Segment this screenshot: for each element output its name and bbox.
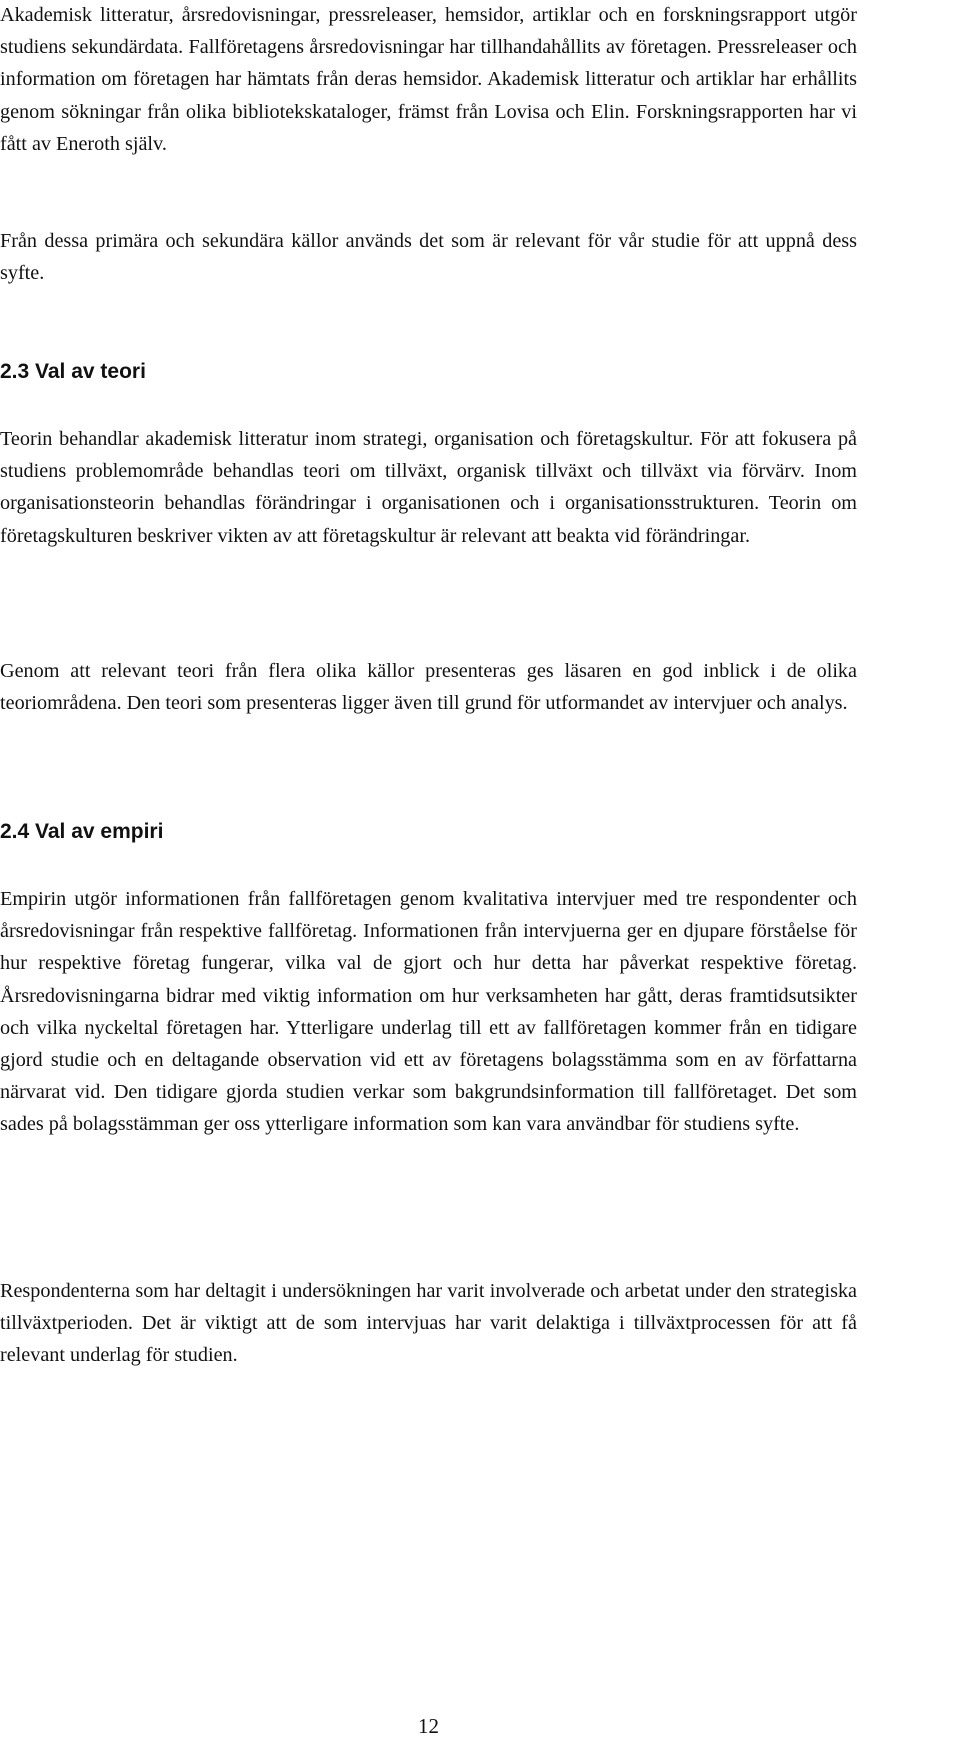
paragraph-sources-usage: Från dessa primära och sekundära källor används det som är relevant för vår studie för att uppnå dess syfte. (0, 230, 857, 285)
paragraph-empirics: Empirin utgör informationen från fallföretagen genom kvalitativa intervjuer med tre respondenter och årsredovisningar från respektive fallföretag. Informationen från intervjuerna ger en djupare förståelse för hur respektive företag fungerar, vilka val de gjort och hur detta har påverkat respektive företag. Årsredovisningarna bidrar med viktig information om hur verksamheten har gått, deras framtidsutsikter och vilka nyckeltal företagen har. Ytterligare underlag till ett av fallföretagen kommer från en tidigare gjord studie och en deltagande observation vid ett av företagens bolagsstämma som en av författarna närvarat vid. Den tidigare gjorda studien verkar som bakgrundsinformation till fallföretaget. Det som sades på bolagsstämman ger oss ytterligare information som kan vara användbar för studiens syfte. (0, 888, 857, 1136)
paragraph-theory-purpose: Genom att relevant teori från flera olika källor presenteras ges läsaren en god inblick i de olika teoriområdena. Den teori som presenteras ligger även till grund för utformandet av intervjuer och analys. (0, 660, 857, 715)
paragraph-respondents: Respondenterna som har deltagit i undersökningen har varit involverade och arbetat under den strategiska tillväxtperioden. Det är viktigt att de som intervjuas har varit delaktiga i tillväxtprocessen för att få relevant underlag för studien. (0, 1280, 857, 1367)
section-heading-2-4: 2.4 Val av empiri (0, 820, 164, 843)
paragraph-secondary-data: Akademisk litteratur, årsredovisningar, pressreleaser, hemsidor, artiklar och en forskningsrapport utgör studiens sekundärdata. Fallföretagens årsredovisningar har tillhandahållits av företagen. Pressreleaser och information om företagen har hämtats från deras hemsidor. Akademisk litteratur och artiklar har erhållits genom sökningar från olika bibliotekskataloger, främst från Lovisa och Elin. Forskningsrapporten har vi fått av Eneroth själv. (0, 4, 857, 155)
page-number: 12 (418, 1714, 439, 1738)
section-heading-2-3: 2.3 Val av teori (0, 360, 146, 383)
paragraph-theory: Teorin behandlar akademisk litteratur inom strategi, organisation och företagskultur. För att fokusera på studiens problemområde behandlas teori om tillväxt, organisk tillväxt och tillväxt via förvärv. Inom organisationsteorin behandlas förändringar i organisationen och i organisationsstrukturen. Teorin om företagskulturen beskriver vikten av att företagskultur är relevant att beakta vid förändringar. (0, 428, 857, 547)
